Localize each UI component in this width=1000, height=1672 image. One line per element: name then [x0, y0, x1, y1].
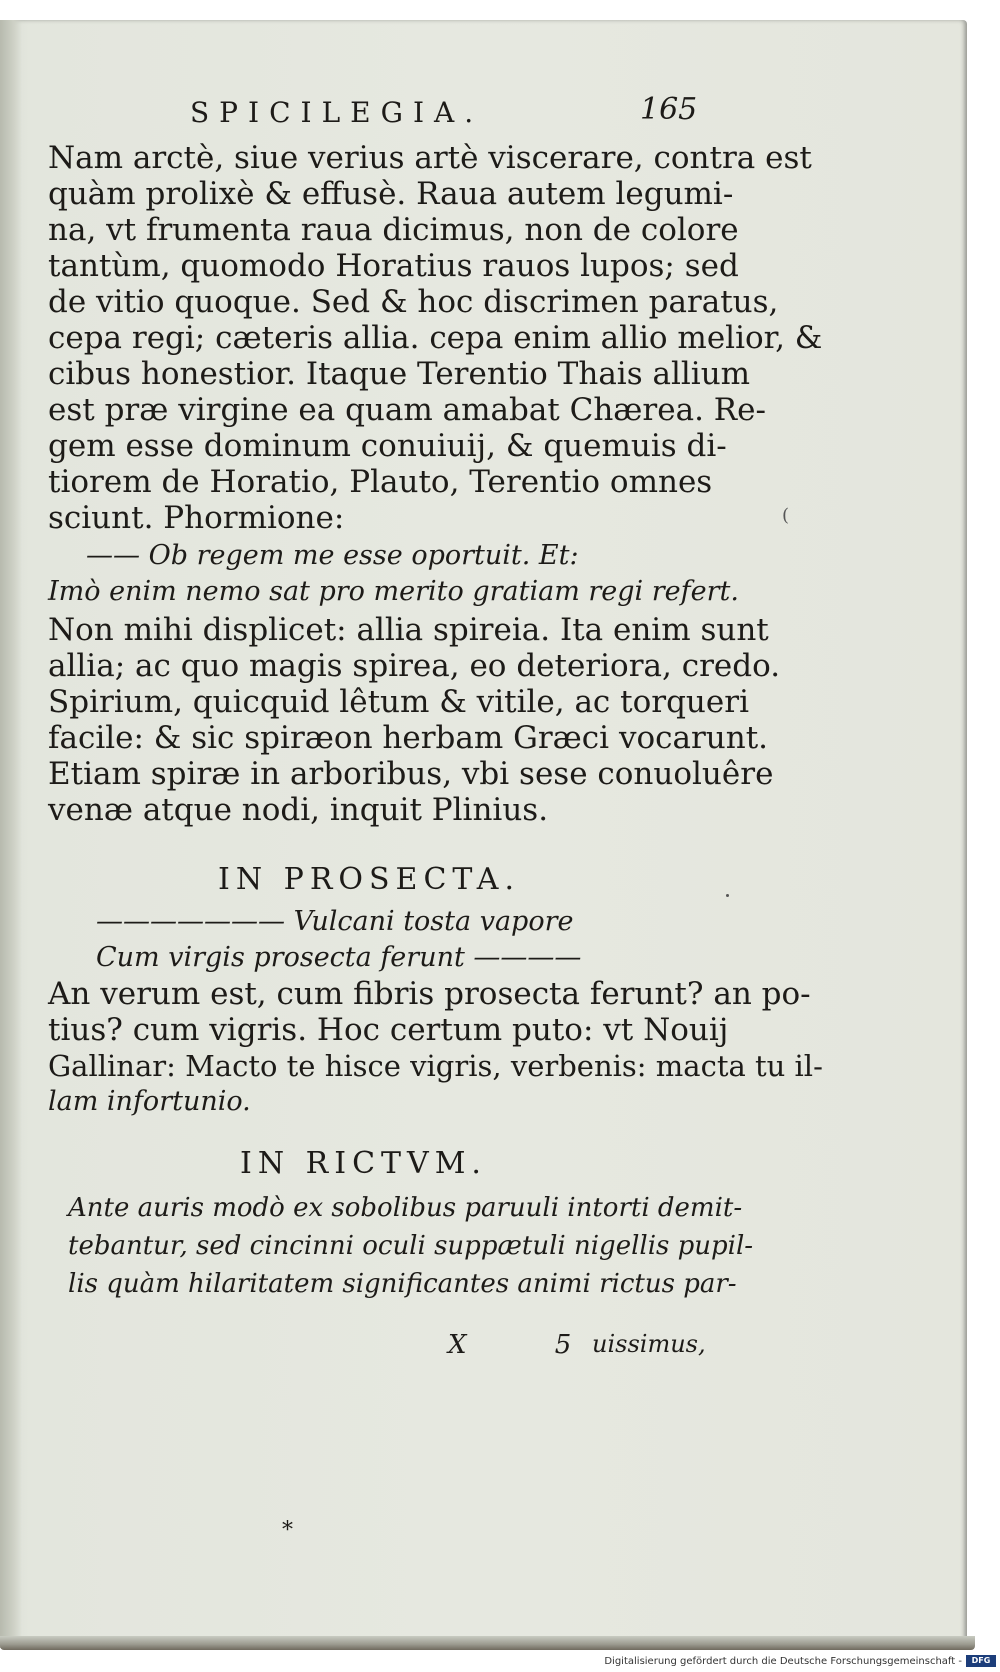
quote-line: Cum virgis prosecta ferunt ———— — [96, 942, 582, 973]
text-line: est præ virgine ea quam amabat Chærea. Re- — [48, 392, 766, 428]
text-line: Nam arctè, siue verius artè viscerare, contra est — [48, 140, 812, 176]
page-gutter-shadow — [0, 20, 22, 1648]
text-line: lam infortunio. — [48, 1086, 251, 1117]
text-line: facile: & sic spiræon herbam Græci vocarunt. — [48, 720, 769, 756]
text-line: na, vt frumenta raua dicimus, non de colore — [48, 212, 739, 248]
text-line: quàm prolixè & effusè. Raua autem legumi- — [48, 176, 734, 212]
running-head: SPICILEGIA. — [190, 96, 484, 129]
page-bottom-edge — [0, 1636, 975, 1650]
quote-line: ——————— Vulcani tosta vapore — [96, 906, 574, 937]
quote-line: Imò enim nemo sat pro merito gratiam regi refert. — [48, 576, 739, 607]
text-line: tiorem de Horatio, Plauto, Terentio omnes — [48, 464, 713, 500]
dfg-logo: DFG — [966, 1655, 996, 1667]
text-line: gem esse dominum conuiuij, & quemuis di- — [48, 428, 727, 464]
stray-dot — [726, 894, 729, 897]
section-heading-prosecta: IN PROSECTA. — [218, 862, 520, 897]
quote-line: Ante auris modò ex sobolibus paruuli intorti demit- — [68, 1193, 743, 1223]
text-line: sciunt. Phormione: — [48, 500, 345, 536]
text-line: tius? cum vigris. Hoc certum puto: vt Nouij — [48, 1012, 729, 1048]
text-line: venæ atque nodi, inquit Plinius. — [48, 792, 549, 828]
stray-mark: ( — [782, 505, 790, 526]
catchword: uissimus, — [592, 1330, 706, 1358]
text-line: Non mihi displicet: allia spireia. Ita enim sunt — [48, 612, 769, 648]
page-number: 165 — [640, 92, 698, 127]
text-line: cepa regi; cæteris allia. cepa enim allio melior, & — [48, 320, 823, 356]
text-line: allia; ac quo magis spirea, eo deteriora, credo. — [48, 648, 781, 684]
section-heading-rictum: IN RICTVM. — [240, 1146, 487, 1181]
text-line: tantùm, quomodo Horatius rauos lupos; sed — [48, 248, 739, 284]
text-line: Spirium, quicquid lêtum & vitile, ac torqueri — [48, 684, 749, 720]
quote-line: lis quàm hilaritatem significantes animi rictus par- — [68, 1269, 737, 1299]
quote-line: —— Ob regem me esse oportuit. Et: — [86, 540, 579, 571]
text-line: de vitio quoque. Sed & hoc discrimen paratus, — [48, 284, 779, 320]
asterisk-mark: * — [282, 1518, 293, 1543]
quote-line: tebantur, sed cincinni oculi suppætuli nigellis pupil- — [68, 1231, 754, 1261]
text-line: Gallinar: Macto te hisce vigris, verbenis: macta tu il- — [48, 1049, 823, 1083]
footer-credit: Digitalisierung gefördert durch die Deutsche Forschungsgemeinschaft - — [604, 1656, 962, 1667]
text-line: Etiam spiræ in arboribus, vbi sese conuoluêre — [48, 756, 774, 792]
signature-mark: X 5 — [448, 1330, 612, 1360]
text-line: An verum est, cum fibris prosecta ferunt? an po- — [48, 976, 811, 1012]
text-line: cibus honestior. Itaque Terentio Thais allium — [48, 356, 751, 392]
